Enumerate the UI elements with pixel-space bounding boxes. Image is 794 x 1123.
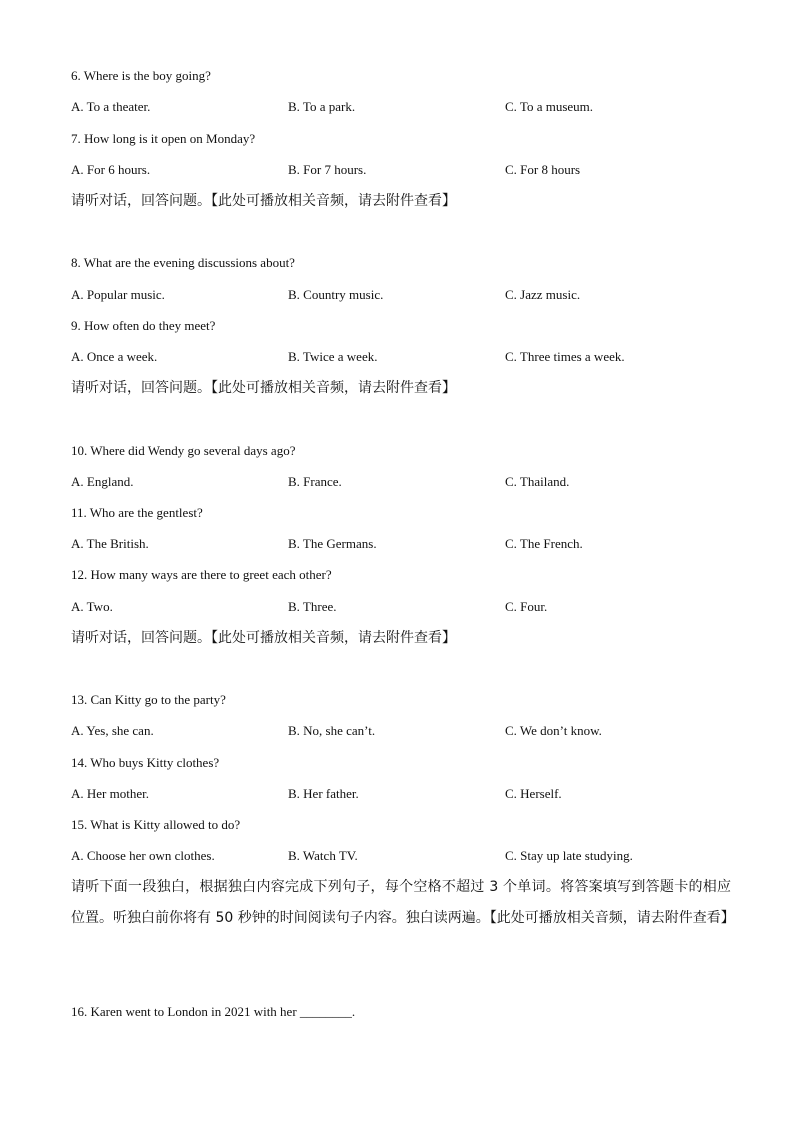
options-12 [71,599,731,615]
option-a[interactable]: A. Popular music. [71,287,165,302]
option-c[interactable]: C. The French. [505,536,583,551]
option-b[interactable]: B. The Germans. [288,536,377,551]
question-11: 11. Who are the gentlest? [71,505,203,520]
options-7 [71,162,731,178]
option-a[interactable]: A. Yes, she can. [71,723,154,738]
option-c[interactable]: C. Stay up late studying. [505,848,633,863]
option-c[interactable]: C. Three times a week. [505,349,625,364]
option-b[interactable]: B. To a park. [288,99,356,114]
option-a[interactable]: A. England. [71,474,134,489]
option-c[interactable]: C. For 8 hours [505,162,581,177]
options-9 [71,349,731,365]
question-15: 15. What is Kitty allowed to do? [71,817,241,832]
question-16: 16. Karen went to London in 2021 with her ________. [71,1004,356,1019]
option-b[interactable]: B. Twice a week. [288,349,378,364]
question-9: 9. How often do they meet? [71,318,216,333]
question-10: 10. Where did Wendy go several days ago? [71,443,296,458]
options-13 [71,723,731,739]
option-c[interactable]: C. To a museum. [505,99,594,114]
options-8 [71,287,731,303]
option-b[interactable]: B. For 7 hours. [288,162,367,177]
listen-instruction: 请听对话，回答问题。【此处可播放相关音频，请去附件查看】 [71,630,456,646]
listen-instruction: 请听对话，回答问题。【此处可播放相关音频，请去附件查看】 [71,193,456,209]
listen-instruction: 请听对话，回答问题。【此处可播放相关音频，请去附件查看】 [71,380,456,396]
question-6: 6. Where is the boy going? [71,68,211,83]
option-b[interactable]: B. Her father. [288,786,359,801]
option-b[interactable]: B. Country music. [288,287,384,302]
option-c[interactable]: C. Thailand. [505,474,570,489]
question-12: 12. How many ways are there to greet each other? [71,567,332,582]
option-a[interactable]: A. Choose her own clothes. [71,848,215,863]
option-b[interactable]: B. Three. [288,599,337,614]
option-a[interactable]: A. For 6 hours. [71,162,151,177]
monologue-instruction: 请听下面一段独白，根据独白内容完成下列句子，每个空格不超过 3 个单词。将答案填写到答题卡的相应位置。听独白前你将有 50 秒钟的时间阅读句子内容。独白读两遍。【此处可播放相关音频，请去附件查看】 [71,879,735,926]
options-6 [71,99,731,115]
options-15 [71,848,731,864]
option-a[interactable]: A. The British. [71,536,149,551]
question-13: 13. Can Kitty go to the party? [71,692,226,707]
option-c[interactable]: C. Four. [505,599,548,614]
options-11 [71,536,731,552]
question-8: 8. What are the evening discussions about? [71,255,295,270]
option-a[interactable]: A. To a theater. [71,99,151,114]
option-a[interactable]: A. Once a week. [71,349,158,364]
option-b[interactable]: B. France. [288,474,342,489]
options-14 [71,786,731,802]
option-a[interactable]: A. Two. [71,599,113,614]
question-14: 14. Who buys Kitty clothes? [71,755,220,770]
options-10 [71,474,731,490]
option-b[interactable]: B. No, she can’t. [288,723,376,738]
option-b[interactable]: B. Watch TV. [288,848,358,863]
option-a[interactable]: A. Her mother. [71,786,149,801]
option-c[interactable]: C. We don’t know. [505,723,602,738]
question-7: 7. How long is it open on Monday? [71,131,256,146]
option-c[interactable]: C. Herself. [505,786,562,801]
option-c[interactable]: C. Jazz music. [505,287,581,302]
